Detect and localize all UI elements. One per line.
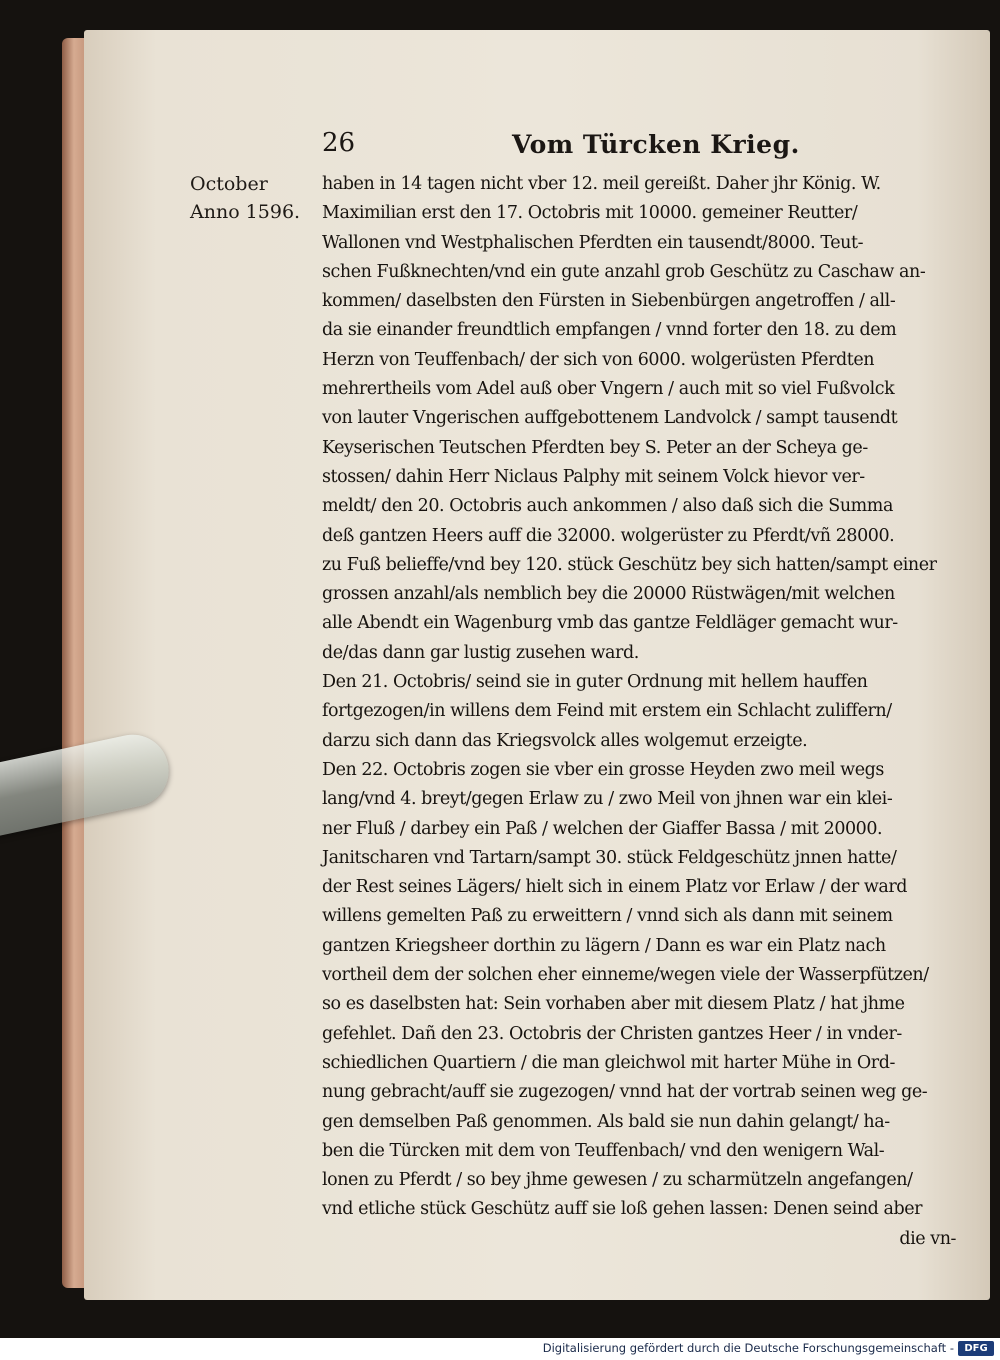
text-line: fortgezogen/in willens dem Feind mit erstem ein Schlacht zuliffern/ (322, 701, 892, 722)
text-line: vortheil dem der solchen eher einneme/wegen viele der Wasserpfützen/ (322, 965, 929, 986)
text-line: Wallonen vnd Westphalischen Pferdten ein tausendt/8000. Teut- (322, 232, 864, 253)
text-line: vnd etliche stück Geschütz auff sie loß gehen lassen: Denen seind aber (322, 1199, 923, 1220)
text-line: stossen/ dahin Herr Niclaus Palphy mit seinem Volck hievor ver- (322, 466, 865, 487)
margin-note (190, 170, 320, 226)
margin-note-line: October (190, 173, 268, 195)
text-line: von lauter Vngerischen auffgebottenem Landvolck / sampt tausendt (322, 408, 898, 429)
text-line: de/das dann gar lustig zusehen ward. (322, 642, 639, 663)
text-line: zu Fuß belieffe/vnd bey 120. stück Geschütz bey sich hatten/sampt einer (322, 554, 937, 575)
running-title: Vom Türcken Krieg. (512, 130, 800, 159)
text-line: so es daselbsten hat: Sein vorhaben aber mit diesem Platz / hat jhme (322, 994, 905, 1015)
text-line: meldt/ den 20. Octobris auch ankommen / also daß sich die Summa (322, 496, 893, 517)
text-line: alle Abendt ein Wagenburg vmb das gantze Feldläger gemacht wur- (322, 613, 898, 634)
text-line: Herzn von Teuffenbach/ der sich von 6000. wolgerüsten Pferdten (322, 349, 875, 370)
text-line: Keyserischen Teutschen Pferdten bey S. Peter an der Scheya ge- (322, 437, 868, 458)
text-line: grossen anzahl/als nemblich bey die 20000 Rüstwägen/mit welchen (322, 584, 895, 605)
text-line: haben in 14 tagen nicht vber 12. meil gereißt. Daher jhr König. W. (322, 174, 881, 194)
text-line: deß gantzen Heers auff die 32000. wolgerüster zu Pferdt/vñ 28000. (322, 525, 895, 546)
body-text (322, 170, 962, 1254)
text-line: mehrertheils vom Adel auß ober Vngern / auch mit so viel Fußvolck (322, 379, 895, 400)
text-line: Maximilian erst den 17. Octobris mit 10000. gemeiner Reutter/ (322, 203, 858, 224)
page-header (322, 128, 962, 162)
page-number: 26 (322, 128, 356, 158)
footer-bar (0, 1338, 1000, 1360)
text-line: Den 22. Octobris zogen sie vber ein grosse Heyden zwo meil wegs (322, 759, 884, 780)
text-line: darzu sich dann das Kriegsvolck alles wolgemut erzeigte. (322, 730, 808, 751)
text-line: schen Fußknechten/vnd ein gute anzahl grob Geschütz zu Caschaw an- (322, 261, 926, 282)
text-line: Janitscharen vnd Tartarn/sampt 30. stück Feldgeschütz jnnen hatte/ (322, 847, 897, 868)
text-line: kommen/ daselbsten den Fürsten in Siebenbürgen angetroffen / all- (322, 291, 896, 312)
text-line: gen demselben Paß genommen. Als bald sie nun dahin gelangt/ ha- (322, 1111, 890, 1132)
text-line: ner Fluß / darbey ein Paß / welchen der Giaffer Bassa / mit 20000. (322, 818, 883, 839)
text-line: ben die Türcken mit dem von Teuffenbach/ vnd den wenigern Wal- (322, 1140, 885, 1161)
funding-credit: Digitalisierung gefördert durch die Deutsche Forschungsgemeinschaft - (542, 1341, 954, 1355)
margin-note-line: Anno 1596. (190, 201, 301, 223)
text-line: gefehlet. Dañ den 23. Octobris der Christen gantzes Heer / in vnder- (322, 1023, 902, 1044)
dfg-logo: DFG (958, 1341, 994, 1356)
text-line: gantzen Kriegsheer dorthin zu lägern / Dann es war ein Platz nach (322, 935, 886, 956)
text-line: nung gebracht/auff sie zugezogen/ vnnd hat der vortrab seinen weg ge- (322, 1082, 928, 1103)
text-line: der Rest seines Lägers/ hielt sich in einem Platz vor Erlaw / der ward (322, 877, 908, 898)
text-line: lang/vnd 4. breyt/gegen Erlaw zu / zwo Meil von jhnen war ein klei- (322, 789, 893, 810)
catchword: die vn- (899, 1228, 956, 1249)
text-line: Den 21. Octobris/ seind sie in guter Ordnung mit hellem hauffen (322, 672, 868, 693)
text-line: da sie einander freundtlich empfangen / vnnd forter den 18. zu dem (322, 320, 897, 341)
text-line: lonen zu Pferdt / so bey jhme gewesen / zu scharmützeln angefangen/ (322, 1170, 913, 1191)
text-line: willens gemelten Paß zu erweittern / vnnd sich als dann mit seinem (322, 906, 893, 927)
text-line: schiedlichen Quartiern / die man gleichwol mit harter Mühe in Ord- (322, 1052, 895, 1073)
